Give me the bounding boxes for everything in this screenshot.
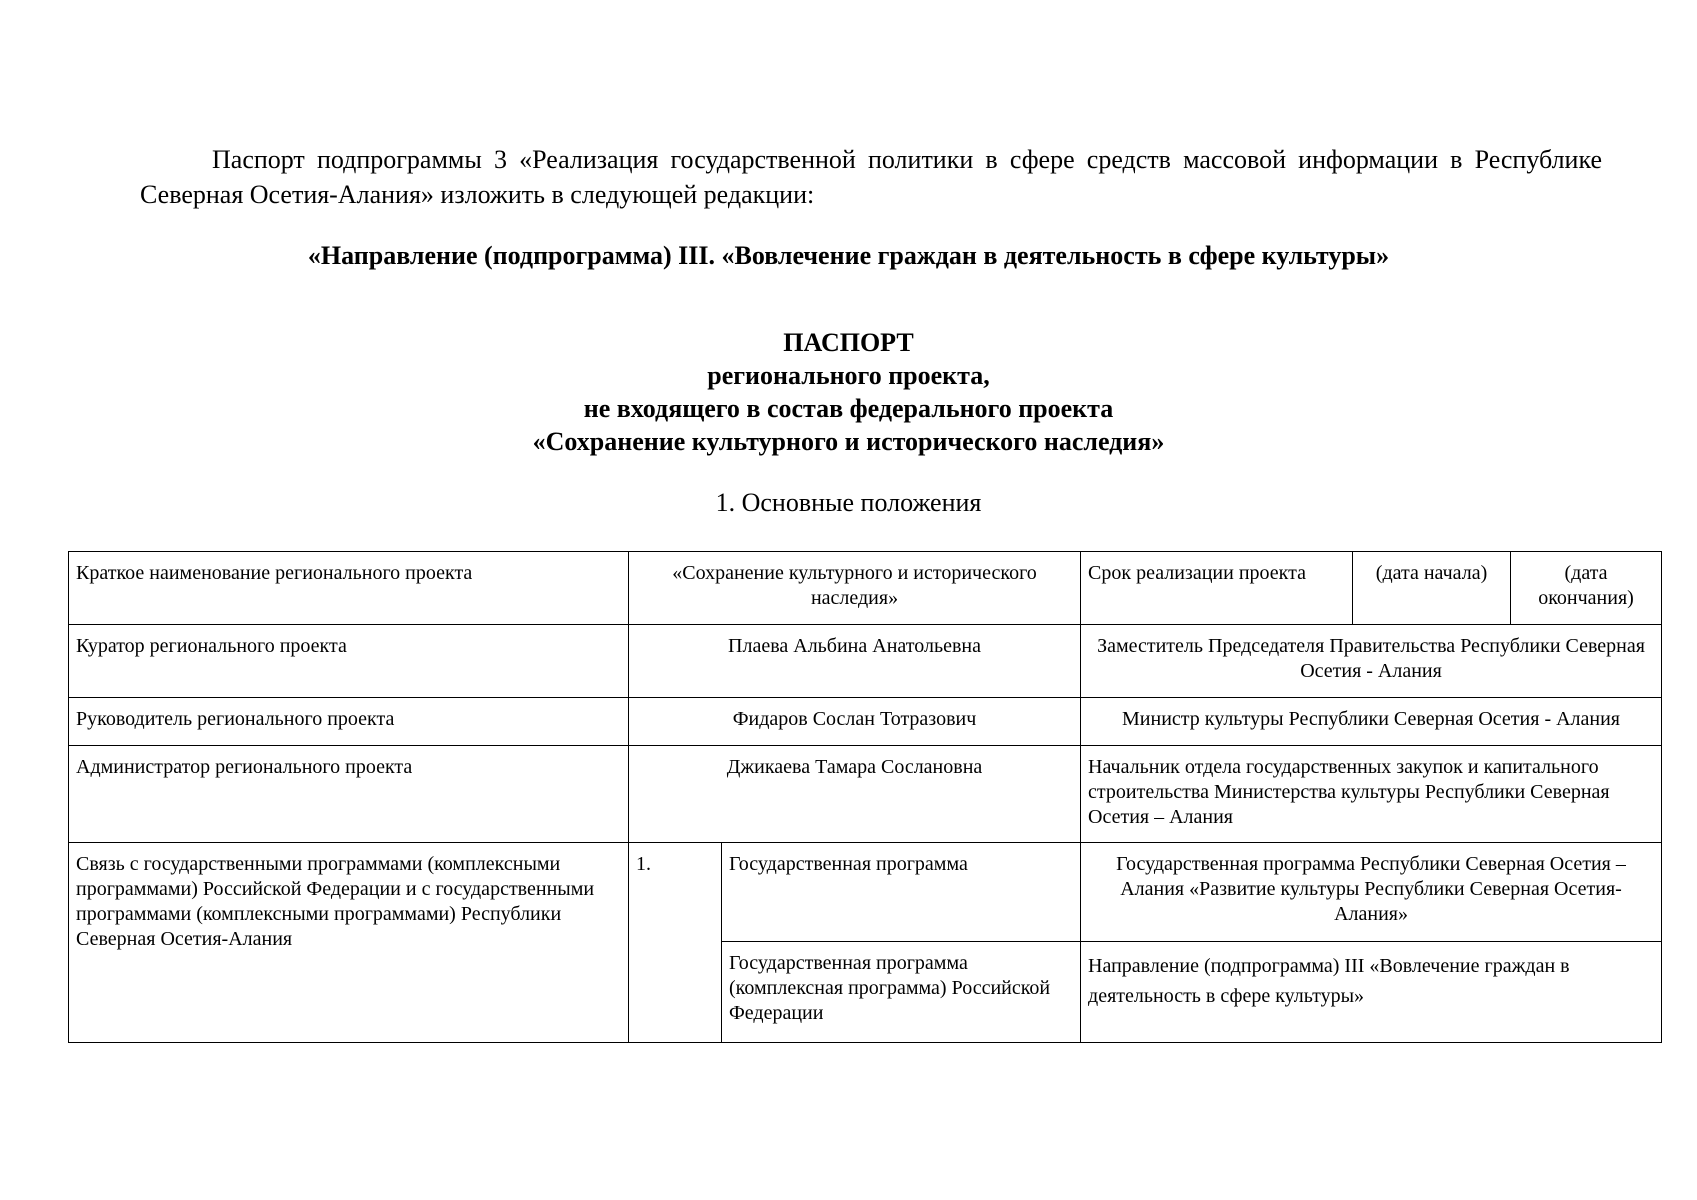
- passport-subtitle-2: не входящего в состав федерального проекта: [583, 394, 1114, 423]
- intro-paragraph: Паспорт подпрограммы 3 «Реализация государственной политики в сфере средств массовой информации в Республике Северная Осетия-Алания» изложить в следующей редакции:: [140, 145, 1602, 209]
- term-label: Срок реализации проекта: [1081, 552, 1353, 625]
- programs-number: 1.: [629, 843, 722, 1043]
- head-name: Фидаров Сослан Тотразович: [629, 698, 1081, 746]
- head-label: Руководитель регионального проекта: [69, 698, 629, 746]
- curator-label: Куратор регионального проекта: [69, 625, 629, 698]
- start-date: (дата начала): [1353, 552, 1511, 625]
- administrator-name: Джикаева Тамара Сослановна: [629, 746, 1081, 843]
- short-name-value: «Сохранение культурного и исторического наследия»: [629, 552, 1081, 625]
- table-row-head: [69, 698, 1662, 746]
- curator-position: Заместитель Председателя Правительства Республики Северная Осетия - Алания: [1081, 625, 1662, 698]
- federal-program-value: Направление (подпрограмма) III «Вовлечение граждан в деятельность в сфере культуры»: [1081, 942, 1662, 1043]
- state-program-value: Государственная программа Республики Северная Осетия – Алания «Развитие культуры Республики Северная Осетия-Алания»: [1081, 843, 1662, 942]
- curator-name: Плаева Альбина Анатольевна: [629, 625, 1081, 698]
- state-program-label: Государственная программа: [722, 843, 1081, 942]
- passport-project-name: «Сохранение культурного и исторического наследия»: [532, 427, 1165, 456]
- basic-provisions-table: [68, 551, 1662, 1043]
- end-date: (дата окончания): [1511, 552, 1662, 625]
- short-name-label: Краткое наименование регионального проекта: [69, 552, 629, 625]
- passport-title: ПАСПОРТ: [783, 328, 914, 357]
- table-row-programs: [69, 843, 1662, 942]
- table-row-administrator: [69, 746, 1662, 843]
- administrator-position: Начальник отдела государственных закупок и капитального строительства Министерства культуры Республики Северная Осетия – Алания: [1081, 746, 1662, 843]
- administrator-label: Администратор регионального проекта: [69, 746, 629, 843]
- programs-link-label: Связь с государственными программами (комплексными программами) Российской Федерации и с государственными программами (комплексными программами) Республики Северная Осетия-Алания: [69, 843, 629, 1043]
- table-row-curator: [69, 625, 1662, 698]
- table-row-short-name: [69, 552, 1662, 625]
- direction-title: «Направление (подпрограмма) III. «Вовлечение граждан в деятельность в сфере культуры»: [307, 241, 1390, 270]
- federal-program-label: Государственная программа (комплексная программа) Российской Федерации: [722, 942, 1081, 1043]
- passport-heading: [0, 326, 1697, 458]
- passport-subtitle-1: регионального проекта,: [707, 361, 990, 390]
- section-title: 1. Основные положения: [715, 488, 982, 517]
- head-position: Министр культуры Республики Северная Осетия - Алания: [1081, 698, 1662, 746]
